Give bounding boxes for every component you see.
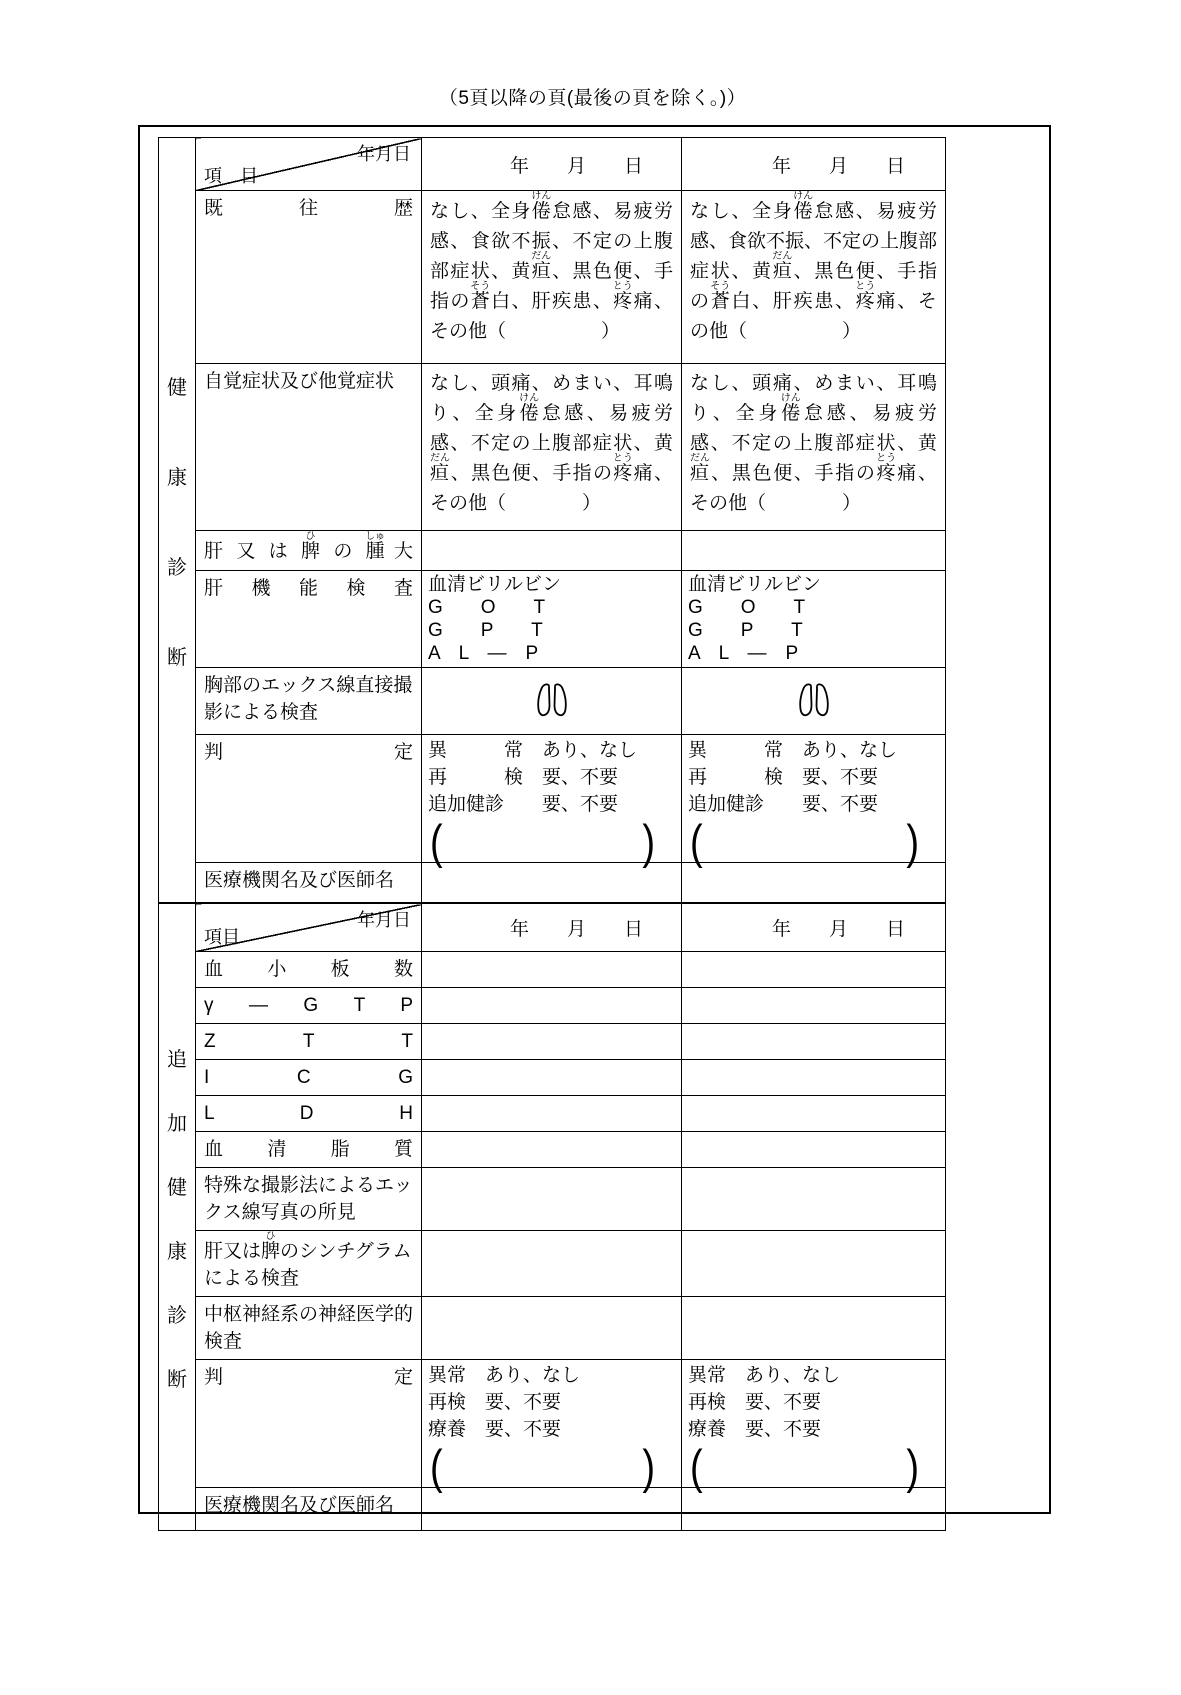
ldh-row: [159, 1096, 946, 1132]
close-paren: ): [642, 1441, 655, 1495]
platelets-value-2: [682, 952, 946, 988]
section2-side-label: [159, 1043, 195, 1392]
remarks-parens: [428, 1441, 675, 1495]
institution-label: 医療機関名及び医師名: [196, 1488, 422, 1531]
judgement-options: [428, 737, 675, 818]
lungs-icon: [528, 681, 576, 721]
open-paren: (: [430, 816, 443, 870]
special-xray-row: [159, 1168, 946, 1231]
ztt-value-2: [682, 1024, 946, 1060]
judgement-line: 異 常 あり、なし: [688, 740, 898, 761]
gamma-gtp-value-2: [682, 988, 946, 1024]
date-column-header-1: 年 月 日: [422, 904, 682, 952]
platelets-row: [159, 952, 946, 988]
judgement-label: 判 定: [196, 735, 422, 863]
header-row: [159, 138, 946, 191]
serum-lipids-label: 血 清 脂 質: [196, 1132, 422, 1168]
side-label-char: 加: [167, 1112, 187, 1135]
symptoms-label: 自覚症状及び他覚症状: [196, 364, 422, 531]
close-paren: ): [906, 1441, 919, 1495]
judgement-line: 再検 要、不要: [428, 1392, 562, 1413]
judgement-line: 再検 要、不要: [688, 1392, 822, 1413]
date-column-header-2: 年 月 日: [682, 904, 946, 952]
special-xray-value-2: [682, 1168, 946, 1231]
ztt-row: [159, 1024, 946, 1060]
judgement-options: [688, 1362, 939, 1443]
remarks-parens: [688, 1441, 939, 1495]
scintigram-label: 肝又は脾ひのシンチグラムによる検査: [196, 1231, 422, 1297]
liver-function-line: 血清ビリルビン: [428, 574, 562, 595]
cns-value-2: [682, 1297, 946, 1360]
platelets-value-1: [422, 952, 682, 988]
judgement-label: 判 定: [196, 1360, 422, 1488]
ztt-label: Z T T: [196, 1024, 422, 1060]
special-xray-value-1: [422, 1168, 682, 1231]
close-paren: ): [906, 816, 919, 870]
institution-row: [159, 863, 946, 903]
judgement-line: 異常 あり、なし: [428, 1365, 581, 1386]
side-label-char: 断: [167, 1368, 187, 1391]
additional-exam-table: [158, 903, 946, 1531]
liver-function-line: G O T: [688, 597, 806, 618]
corner-item-label: 項 目: [204, 166, 258, 186]
judgement-value-1: [422, 735, 682, 870]
special-xray-label: 特殊な撮影法によるエックス線写真の所見: [196, 1168, 422, 1231]
serum-lipids-value-2: [682, 1132, 946, 1168]
form-frame: [138, 125, 1051, 1514]
judgement-line: 追加健診 要、不要: [688, 794, 879, 815]
liver-function-values-2: [682, 571, 946, 668]
icg-label: I C G: [196, 1060, 422, 1096]
ldh-value-1: [422, 1096, 682, 1132]
icg-value-2: [682, 1060, 946, 1096]
open-paren: (: [430, 1441, 443, 1495]
icg-row: [159, 1060, 946, 1096]
header-corner-cell: [196, 138, 422, 191]
chest-xray-value-2: [682, 668, 946, 735]
header-corner-cell: [196, 904, 422, 952]
history-label: 既 往 歴: [196, 191, 422, 364]
section2-side-label-cell: [159, 904, 196, 1531]
open-paren: (: [690, 1441, 703, 1495]
judgement-value-2: [682, 1360, 946, 1495]
date-column-header-2: 年 月 日: [682, 138, 946, 191]
liver-function-line: 血清ビリルビン: [688, 574, 822, 595]
history-row: [159, 191, 946, 364]
side-label-char: 断: [167, 646, 187, 669]
scintigram-value-2: [682, 1231, 946, 1297]
chest-xray-row: [159, 668, 946, 735]
remarks-parens: [688, 816, 939, 870]
cns-value-1: [422, 1297, 682, 1360]
judgement-line: 異常 あり、なし: [688, 1365, 841, 1386]
lungs-icon: [790, 681, 838, 721]
judgement-line: 追加健診 要、不要: [428, 794, 619, 815]
liver-spleen-row: [159, 531, 946, 571]
history-value-2: なし、全身倦けん怠感、易疲労感、食欲不振、不定の上腹部症状、黄疸だん、黒色便、手指の蒼そう白、肝疾患、疼とう痛、その他（ ）: [682, 191, 946, 364]
section1-side-label: [159, 371, 195, 670]
cns-row: [159, 1297, 946, 1360]
section1-side-label-cell: [159, 138, 196, 903]
date-column-header-1: 年 月 日: [422, 138, 682, 191]
institution-row: [159, 1488, 946, 1531]
liver-function-line: A L ― P: [428, 643, 539, 664]
platelets-label: 血 小 板 数: [196, 952, 422, 988]
side-label-char: 健: [167, 1176, 187, 1199]
side-label-char: 康: [167, 1240, 187, 1263]
scintigram-value-1: [422, 1231, 682, 1297]
remarks-parens: [428, 816, 675, 870]
judgement-options: [688, 737, 939, 818]
judgement-row: [159, 735, 946, 863]
gamma-gtp-row: [159, 988, 946, 1024]
history-value-1: なし、全身倦けん怠感、易疲労感、食欲不振、不定の上腹部症状、黄疸だん、黒色便、手指の蒼そう白、肝疾患、疼とう痛、その他（ ）: [422, 191, 682, 364]
side-label-char: 追: [167, 1048, 187, 1071]
close-paren: ): [642, 816, 655, 870]
liver-function-line: G P T: [428, 620, 543, 641]
institution-label: 医療機関名及び医師名: [196, 863, 422, 903]
judgement-line: 療養 要、不要: [688, 1419, 822, 1440]
header-row: [159, 904, 946, 952]
liver-function-label: 肝 機 能 検 査: [196, 571, 422, 668]
side-label-char: 診: [167, 556, 187, 579]
corner-date-label: 年月日: [357, 144, 411, 164]
judgement-line: 異 常 あり、なし: [428, 740, 638, 761]
chest-xray-label: 胸部のエックス線直接撮影による検査: [196, 668, 422, 735]
judgement-row: [159, 1360, 946, 1488]
side-label-char: 康: [167, 466, 187, 489]
icg-value-1: [422, 1060, 682, 1096]
ldh-label: L D H: [196, 1096, 422, 1132]
corner-date-label: 年月日: [357, 910, 411, 930]
judgement-value-2: [682, 735, 946, 870]
gamma-gtp-label: γ ― G T P: [196, 988, 422, 1024]
liver-spleen-label: 肝 又 は 脾ひ の 腫しゅ 大: [196, 531, 422, 571]
judgement-line: 再 検 要、不要: [688, 767, 879, 788]
liver-function-line: G O T: [428, 597, 546, 618]
page-title: （5頁以降の頁(最後の頁を除く。)）: [438, 88, 747, 109]
chest-xray-value-1: [422, 668, 682, 735]
judgement-line: 療養 要、不要: [428, 1419, 562, 1440]
side-label-char: 健: [167, 376, 187, 399]
health-exam-table: [158, 137, 946, 903]
liver-spleen-value-2: [682, 531, 946, 571]
ldh-value-2: [682, 1096, 946, 1132]
serum-lipids-value-1: [422, 1132, 682, 1168]
liver-spleen-value-1: [422, 531, 682, 571]
serum-lipids-row: [159, 1132, 946, 1168]
open-paren: (: [690, 816, 703, 870]
symptoms-value-1: なし、頭痛、めまい、耳鳴り、全身倦けん怠感、易疲労感、不定の上腹部症状、黄疸だん、黒色便、手指の疼とう痛、その他（ ）: [422, 364, 682, 531]
judgement-line: 再 検 要、不要: [428, 767, 619, 788]
gamma-gtp-value-1: [422, 988, 682, 1024]
judgement-value-1: [422, 1360, 682, 1495]
corner-item-label: 項目: [204, 927, 240, 947]
scintigram-row: [159, 1231, 946, 1297]
liver-function-values-1: [422, 571, 682, 668]
symptoms-row: [159, 364, 946, 531]
symptoms-value-2: なし、頭痛、めまい、耳鳴り、全身倦けん怠感、易疲労感、不定の上腹部症状、黄疸だん、黒色便、手指の疼とう痛、その他（ ）: [682, 364, 946, 531]
cns-label: 中枢神経系の神経医学的検査: [196, 1297, 422, 1360]
liver-function-line: A L ― P: [688, 643, 799, 664]
ztt-value-1: [422, 1024, 682, 1060]
side-label-char: 診: [167, 1304, 187, 1327]
liver-function-row: [159, 571, 946, 668]
judgement-options: [428, 1362, 675, 1443]
liver-function-line: G P T: [688, 620, 803, 641]
